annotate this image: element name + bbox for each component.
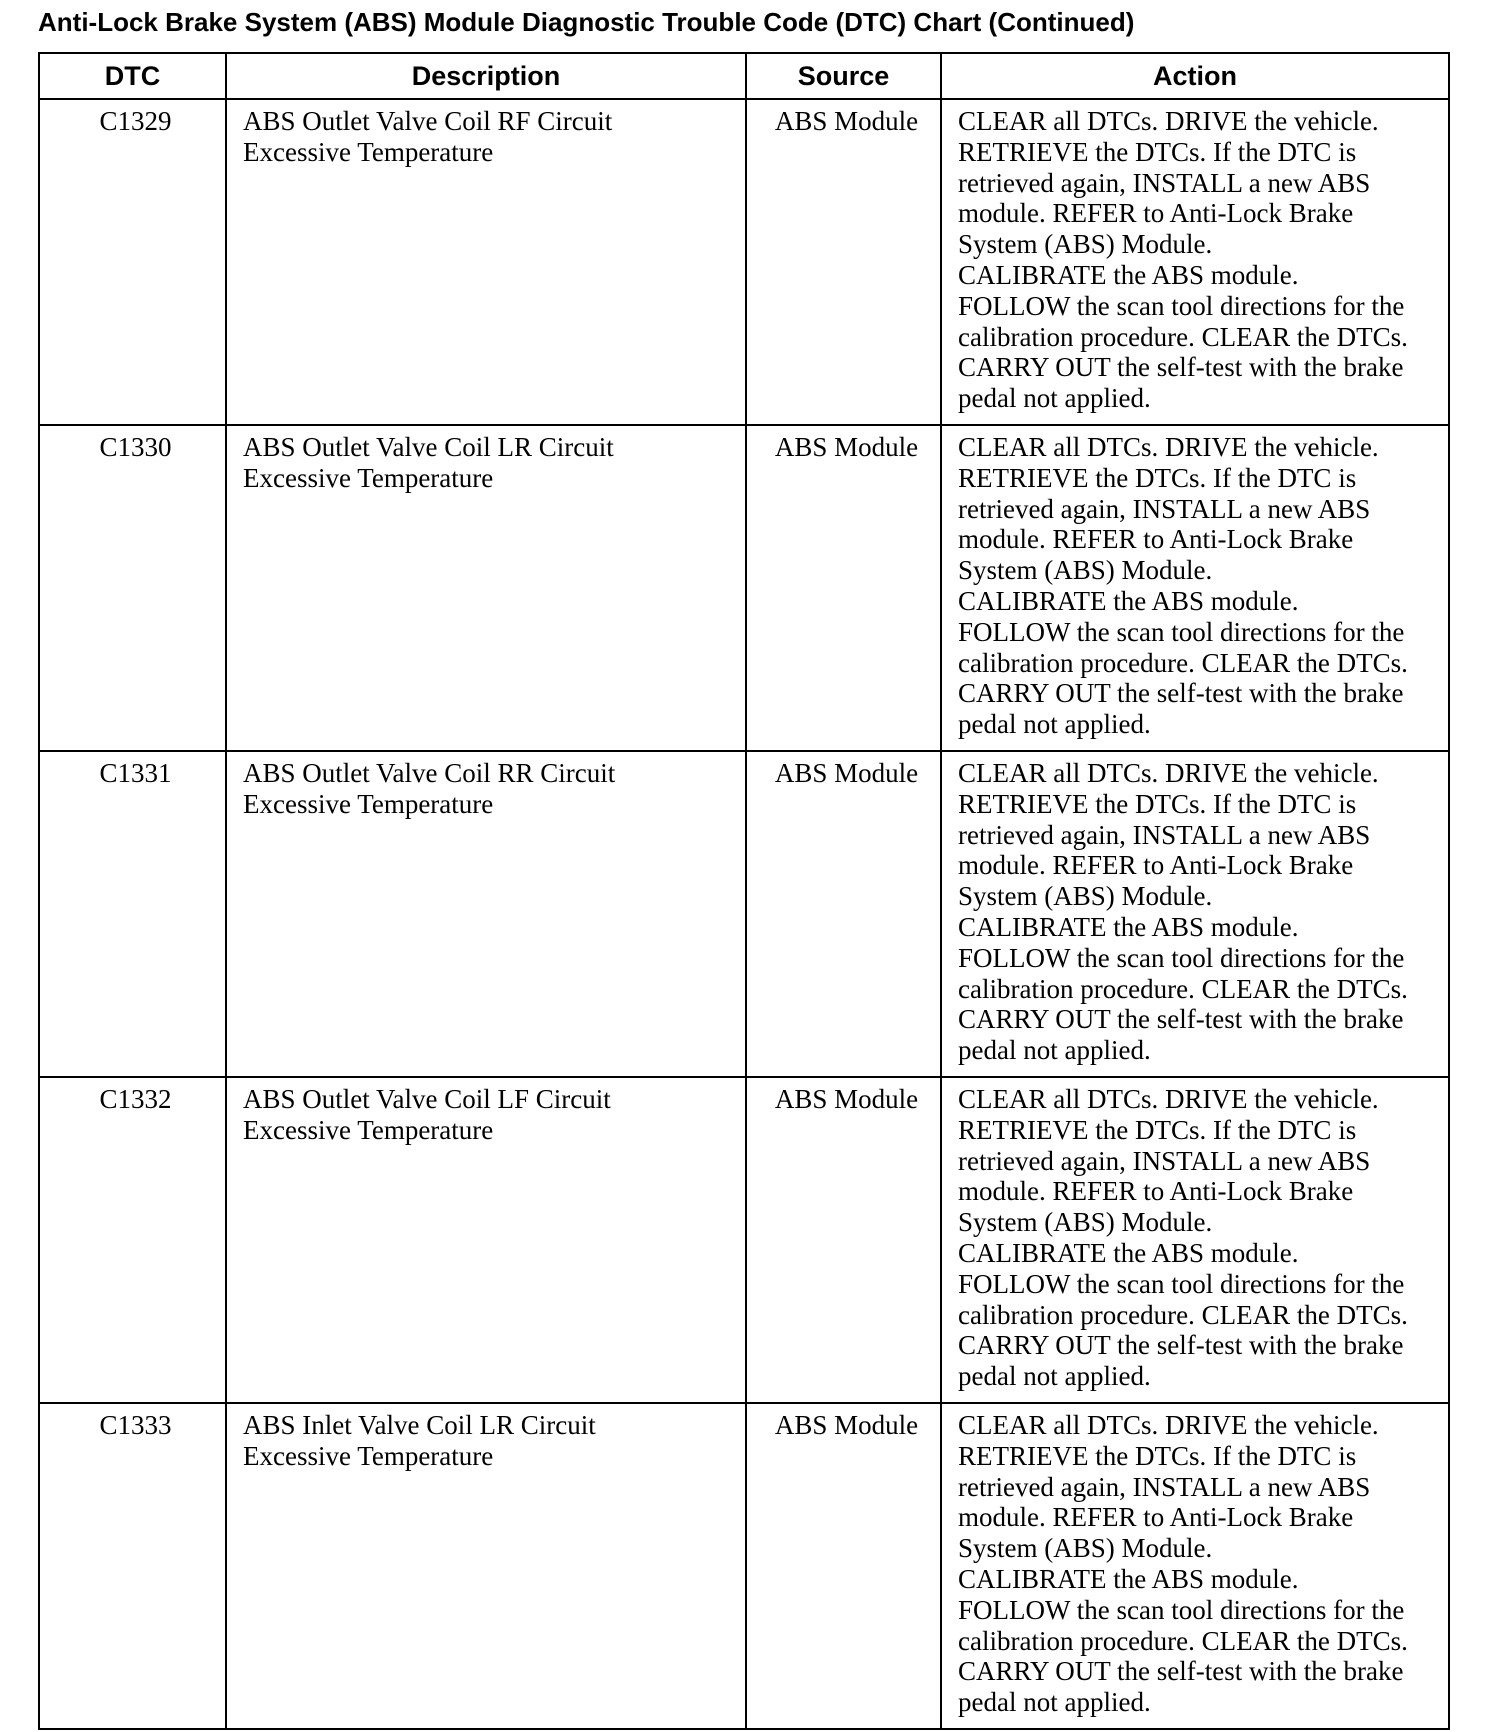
column-header-description: Description [226,53,746,99]
action-line: retrieved again, INSTALL a new ABS [958,1145,1371,1176]
action-line: CLEAR all DTCs. DRIVE the vehicle. [958,1084,1379,1114]
action-line: FOLLOW the scan tool directions for the [958,942,1405,973]
description-line: Excessive Temperature [243,462,494,493]
action-line: calibration procedure. CLEAR the DTCs. [958,1299,1408,1330]
action-line: CLEAR all DTCs. DRIVE the vehicle. [958,758,1379,788]
action-line: retrieved again, INSTALL a new ABS [958,167,1371,198]
table-body [39,99,1449,1729]
action-line: pedal not applied. [958,1687,1151,1718]
action-line: module. REFER to Anti-Lock Brake [958,850,1354,881]
action-cell [941,425,1449,751]
dtc-code-cell: C1333 [39,1403,226,1729]
dtc-code-cell: C1329 [39,99,226,425]
description-line: ABS Inlet Valve Coil LR Circuit [243,1410,596,1440]
action-line: FOLLOW the scan tool directions for the [958,1594,1405,1625]
action-line: CALIBRATE the ABS module. [958,259,1299,290]
dtc-code-cell: C1332 [39,1077,226,1403]
source-cell: ABS Module [746,99,941,425]
action-line: CARRY OUT the self-test with the brake [958,678,1404,709]
action-line: retrieved again, INSTALL a new ABS [958,819,1371,850]
description-cell [226,1403,746,1729]
action-cell [941,99,1449,425]
action-line: CLEAR all DTCs. DRIVE the vehicle. [958,1410,1379,1440]
action-line: System (ABS) Module. [958,881,1213,912]
action-line: calibration procedure. CLEAR the DTCs. [958,973,1408,1004]
action-line: calibration procedure. CLEAR the DTCs. [958,321,1408,352]
dtc-code-cell: C1331 [39,751,226,1077]
source-cell: ABS Module [746,425,941,751]
table-row [39,751,1449,1077]
action-line: RETRIEVE the DTCs. If the DTC is [958,136,1357,167]
action-cell [941,1077,1449,1403]
action-line: RETRIEVE the DTCs. If the DTC is [958,462,1357,493]
action-line: module. REFER to Anti-Lock Brake [958,198,1354,229]
action-line: CLEAR all DTCs. DRIVE the vehicle. [958,106,1379,136]
description-line: ABS Outlet Valve Coil LR Circuit [243,432,614,462]
source-cell: ABS Module [746,751,941,1077]
action-line: module. REFER to Anti-Lock Brake [958,1502,1354,1533]
description-line: Excessive Temperature [243,1440,494,1471]
description-line: ABS Outlet Valve Coil RR Circuit [243,758,616,788]
page-title: Anti-Lock Brake System (ABS) Module Diagnostic Trouble Code (DTC) Chart (Continued) [38,7,1135,37]
column-header-source: Source [746,53,941,99]
description-line: Excessive Temperature [243,136,494,167]
action-line: System (ABS) Module. [958,1207,1213,1238]
column-header-dtc: DTC [39,53,226,99]
action-line: RETRIEVE the DTCs. If the DTC is [958,788,1357,819]
action-line: CALIBRATE the ABS module. [958,585,1299,616]
action-line: System (ABS) Module. [958,1533,1213,1564]
action-line: pedal not applied. [958,709,1151,740]
description-line: Excessive Temperature [243,788,494,819]
action-line: CARRY OUT the self-test with the brake [958,352,1404,383]
action-cell [941,751,1449,1077]
source-cell: ABS Module [746,1403,941,1729]
action-line: CALIBRATE the ABS module. [958,1563,1299,1594]
description-cell [226,425,746,751]
action-line: System (ABS) Module. [958,555,1213,586]
description-line: ABS Outlet Valve Coil RF Circuit [243,106,613,136]
action-line: FOLLOW the scan tool directions for the [958,290,1405,321]
description-cell [226,1077,746,1403]
table-row [39,1077,1449,1403]
action-line: RETRIEVE the DTCs. If the DTC is [958,1440,1357,1471]
action-line: calibration procedure. CLEAR the DTCs. [958,1625,1408,1656]
action-line: CLEAR all DTCs. DRIVE the vehicle. [958,432,1379,462]
action-line: retrieved again, INSTALL a new ABS [958,1471,1371,1502]
action-line: module. REFER to Anti-Lock Brake [958,524,1354,555]
action-line: FOLLOW the scan tool directions for the [958,616,1405,647]
action-line: CARRY OUT the self-test with the brake [958,1656,1404,1687]
table-row [39,425,1449,751]
table-row [39,99,1449,425]
action-line: retrieved again, INSTALL a new ABS [958,493,1371,524]
action-line: RETRIEVE the DTCs. If the DTC is [958,1114,1357,1145]
action-line: CARRY OUT the self-test with the brake [958,1330,1404,1361]
table-header-row [39,53,1449,99]
action-line: CALIBRATE the ABS module. [958,1237,1299,1268]
description-cell [226,99,746,425]
action-line: pedal not applied. [958,1035,1151,1066]
action-line: pedal not applied. [958,1361,1151,1392]
action-line: calibration procedure. CLEAR the DTCs. [958,647,1408,678]
source-cell: ABS Module [746,1077,941,1403]
dtc-code-cell: C1330 [39,425,226,751]
action-cell [941,1403,1449,1729]
description-cell [226,751,746,1077]
dtc-chart-table [38,52,1450,1730]
description-line: ABS Outlet Valve Coil LF Circuit [243,1084,611,1114]
action-line: CARRY OUT the self-test with the brake [958,1004,1404,1035]
action-line: module. REFER to Anti-Lock Brake [958,1176,1354,1207]
action-line: FOLLOW the scan tool directions for the [958,1268,1405,1299]
column-header-action: Action [941,53,1449,99]
action-line: pedal not applied. [958,383,1151,414]
table-row [39,1403,1449,1729]
action-line: CALIBRATE the ABS module. [958,911,1299,942]
description-line: Excessive Temperature [243,1114,494,1145]
action-line: System (ABS) Module. [958,229,1213,260]
